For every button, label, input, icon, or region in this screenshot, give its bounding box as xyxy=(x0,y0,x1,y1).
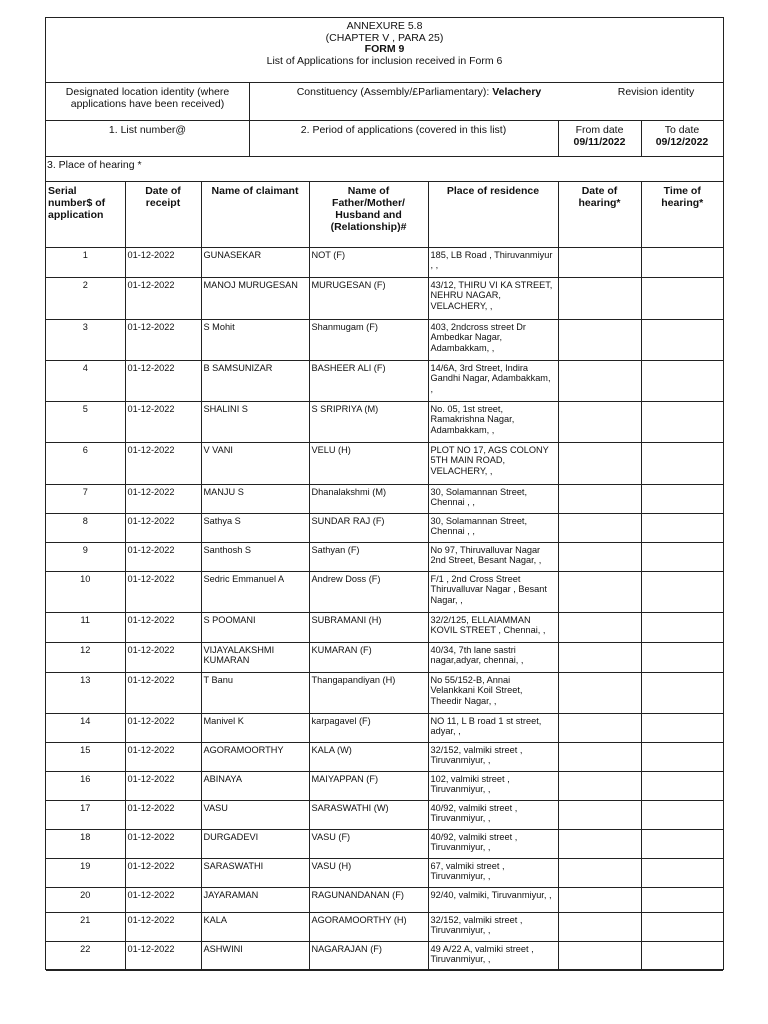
to-date-label: To date xyxy=(664,124,700,136)
title-block xyxy=(46,18,723,83)
form-frame xyxy=(45,17,724,970)
residence-cell: 403, 2ndcross street Dr Ambedkar Nagar, Adambakkam, , xyxy=(428,319,558,360)
col-relation: Name of Father/Mother/ Husband and (Relationship)# xyxy=(309,182,428,247)
serial-cell: 20 xyxy=(46,887,125,912)
claimant-name-cell: VIJAYALAKSHMI KUMARAN xyxy=(201,642,309,672)
table-row xyxy=(46,612,723,642)
date-of-receipt-cell: 01-12-2022 xyxy=(125,277,201,319)
period-label: 2. Period of applications (covered in this list) xyxy=(300,124,507,136)
relation-cell: VASU (H) xyxy=(309,858,428,887)
hearing-time-cell xyxy=(641,642,723,672)
claimant-name-cell: Santhosh S xyxy=(201,542,309,571)
residence-cell: 102, valmiki street , Tiruvanmiyur, , xyxy=(428,771,558,800)
claimant-name-cell: Sathya S xyxy=(201,513,309,542)
hearing-date-cell xyxy=(558,542,641,571)
relation-cell: KALA (W) xyxy=(309,742,428,771)
hearing-time-cell xyxy=(641,858,723,887)
serial-cell: 13 xyxy=(46,672,125,713)
table-row xyxy=(46,247,723,277)
date-of-receipt-cell: 01-12-2022 xyxy=(125,912,201,941)
relation-cell: KUMARAN (F) xyxy=(309,642,428,672)
table-row xyxy=(46,642,723,672)
col-hearing-time: Time of hearing* xyxy=(641,182,723,247)
residence-cell: 40/92, valmiki street , Tiruvanmiyur, , xyxy=(428,800,558,829)
revision-identity-label: Revision identity xyxy=(617,86,695,98)
hearing-date-cell xyxy=(558,401,641,442)
serial-cell: 8 xyxy=(46,513,125,542)
constituency-value: Velachery xyxy=(492,86,542,98)
hearing-date-cell xyxy=(558,513,641,542)
chapter-label: (CHAPTER V , PARA 25) xyxy=(325,31,444,44)
relation-cell: SUBRAMANI (H) xyxy=(309,612,428,642)
hearing-date-cell xyxy=(558,442,641,484)
table-row xyxy=(46,442,723,484)
hearing-date-cell xyxy=(558,713,641,742)
claimant-name-cell: S POOMANI xyxy=(201,612,309,642)
hearing-date-cell xyxy=(558,800,641,829)
claimant-name-cell: AGORAMOORTHY xyxy=(201,742,309,771)
residence-cell: 92/40, valmiki, Tiruvanmiyur, , xyxy=(428,887,558,912)
from-date-cell xyxy=(558,121,641,156)
form-label: FORM 9 xyxy=(364,43,405,55)
table-row xyxy=(46,912,723,941)
period-row xyxy=(46,121,723,157)
residence-cell: 30, Solamannan Street, Chennai , , xyxy=(428,513,558,542)
hearing-time-cell xyxy=(641,247,723,277)
date-of-receipt-cell: 01-12-2022 xyxy=(125,771,201,800)
date-of-receipt-cell: 01-12-2022 xyxy=(125,319,201,360)
relation-cell: karpagavel (F) xyxy=(309,713,428,742)
relation-cell: Andrew Doss (F) xyxy=(309,571,428,612)
residence-cell: No. 05, 1st street, Ramakrishna Nagar, Adambakkam, , xyxy=(428,401,558,442)
table-row xyxy=(46,887,723,912)
place-of-hearing-row xyxy=(46,157,723,182)
relation-cell: S SRIPRIYA (M) xyxy=(309,401,428,442)
date-of-receipt-cell: 01-12-2022 xyxy=(125,713,201,742)
residence-cell: No 97, Thiruvalluvar Nagar 2nd Street, Besant Nagar, , xyxy=(428,542,558,571)
residence-cell: 32/2/125, ELLAIAMMAN KOVIL STREET , Chennai, , xyxy=(428,612,558,642)
hearing-time-cell xyxy=(641,360,723,401)
date-of-receipt-cell: 01-12-2022 xyxy=(125,642,201,672)
table-row xyxy=(46,672,723,713)
table-row xyxy=(46,542,723,571)
serial-cell: 4 xyxy=(46,360,125,401)
date-of-receipt-cell: 01-12-2022 xyxy=(125,800,201,829)
hearing-time-cell xyxy=(641,912,723,941)
table-row xyxy=(46,401,723,442)
hearing-date-cell xyxy=(558,887,641,912)
hearing-time-cell xyxy=(641,672,723,713)
table-row xyxy=(46,277,723,319)
date-of-receipt-cell: 01-12-2022 xyxy=(125,542,201,571)
hearing-time-cell xyxy=(641,887,723,912)
serial-cell: 22 xyxy=(46,941,125,970)
from-date-value: 09/11/2022 xyxy=(573,136,626,148)
hearing-date-cell xyxy=(558,571,641,612)
table-row xyxy=(46,513,723,542)
date-of-receipt-cell: 01-12-2022 xyxy=(125,401,201,442)
date-of-receipt-cell: 01-12-2022 xyxy=(125,672,201,713)
from-date-label: From date xyxy=(575,124,624,136)
serial-cell: 5 xyxy=(46,401,125,442)
residence-cell: 40/34, 7th lane sastri nagar,adyar, chennai, , xyxy=(428,642,558,672)
table-row xyxy=(46,800,723,829)
col-serial: Serial number$ of application xyxy=(46,182,125,247)
hearing-time-cell xyxy=(641,612,723,642)
date-of-receipt-cell: 01-12-2022 xyxy=(125,360,201,401)
serial-cell: 14 xyxy=(46,713,125,742)
hearing-time-cell xyxy=(641,771,723,800)
to-date-cell xyxy=(641,121,723,156)
table-row xyxy=(46,360,723,401)
serial-cell: 7 xyxy=(46,484,125,513)
serial-cell: 19 xyxy=(46,858,125,887)
hearing-date-cell xyxy=(558,941,641,970)
serial-cell: 9 xyxy=(46,542,125,571)
residence-cell: 30, Solamannan Street, Chennai , , xyxy=(428,484,558,513)
hearing-time-cell xyxy=(641,713,723,742)
table-row xyxy=(46,771,723,800)
location-row xyxy=(46,83,723,121)
constituency-label: Constituency (Assembly/£Parliamentary): xyxy=(296,86,493,98)
serial-cell: 15 xyxy=(46,742,125,771)
residence-cell: 43/12, THIRU VI KA STREET, NEHRU NAGAR, VELACHERY, , xyxy=(428,277,558,319)
hearing-date-cell xyxy=(558,642,641,672)
table-row xyxy=(46,941,723,970)
serial-cell: 2 xyxy=(46,277,125,319)
to-date-value: 09/12/2022 xyxy=(655,136,709,148)
date-of-receipt-cell: 01-12-2022 xyxy=(125,941,201,970)
hearing-date-cell xyxy=(558,319,641,360)
claimant-name-cell: SHALINI S xyxy=(201,401,309,442)
residence-cell: 32/152, valmiki street , Tiruvanmiyur, , xyxy=(428,742,558,771)
hearing-date-cell xyxy=(558,484,641,513)
claimant-name-cell: MANOJ MURUGESAN xyxy=(201,277,309,319)
claimant-name-cell: Sedric Emmanuel A xyxy=(201,571,309,612)
claimant-name-cell: VASU xyxy=(201,800,309,829)
hearing-date-cell xyxy=(558,247,641,277)
serial-cell: 18 xyxy=(46,829,125,858)
relation-cell: RAGUNANDANAN (F) xyxy=(309,887,428,912)
relation-cell: MURUGESAN (F) xyxy=(309,277,428,319)
claimant-name-cell: KALA xyxy=(201,912,309,941)
relation-cell: Shanmugam (F) xyxy=(309,319,428,360)
table-row xyxy=(46,713,723,742)
claimant-name-cell: MANJU S xyxy=(201,484,309,513)
constituency-cell xyxy=(249,83,589,120)
relation-cell: SARASWATHI (W) xyxy=(309,800,428,829)
residence-cell: F/1 , 2nd Cross Street Thiruvalluvar Nagar , Besant Nagar, , xyxy=(428,571,558,612)
hearing-date-cell xyxy=(558,742,641,771)
relation-cell: NOT (F) xyxy=(309,247,428,277)
hearing-time-cell xyxy=(641,742,723,771)
relation-cell: NAGARAJAN (F) xyxy=(309,941,428,970)
serial-cell: 6 xyxy=(46,442,125,484)
claimant-name-cell: ASHWINI xyxy=(201,941,309,970)
serial-cell: 3 xyxy=(46,319,125,360)
hearing-time-cell xyxy=(641,401,723,442)
hearing-time-cell xyxy=(641,513,723,542)
claimant-name-cell: S Mohit xyxy=(201,319,309,360)
relation-cell: BASHEER ALI (F) xyxy=(309,360,428,401)
relation-cell: VASU (F) xyxy=(309,829,428,858)
list-number-label: 1. List number@ xyxy=(108,124,187,136)
claimant-name-cell: DURGADEVI xyxy=(201,829,309,858)
claimant-name-cell: Manivel K xyxy=(201,713,309,742)
serial-cell: 1 xyxy=(46,247,125,277)
applications-table xyxy=(46,182,723,971)
table-header-row xyxy=(46,182,723,247)
relation-cell: AGORAMOORTHY (H) xyxy=(309,912,428,941)
hearing-date-cell xyxy=(558,829,641,858)
residence-cell: 67, valmiki street , Tiruvanmiyur, , xyxy=(428,858,558,887)
residence-cell: NO 11, L B road 1 st street, adyar, , xyxy=(428,713,558,742)
table-row xyxy=(46,319,723,360)
table-row xyxy=(46,742,723,771)
col-date-receipt: Date of receipt xyxy=(125,182,201,247)
place-of-hearing-label: 3. Place of hearing * xyxy=(47,159,142,171)
relation-cell: Dhanalakshmi (M) xyxy=(309,484,428,513)
table-row xyxy=(46,858,723,887)
residence-cell: 14/6A, 3rd Street, Indira Gandhi Nagar, Adambakkam, , xyxy=(428,360,558,401)
date-of-receipt-cell: 01-12-2022 xyxy=(125,829,201,858)
hearing-date-cell xyxy=(558,672,641,713)
residence-cell: 40/92, valmiki street , Tiruvanmiyur, , xyxy=(428,829,558,858)
table-row xyxy=(46,484,723,513)
hearing-time-cell xyxy=(641,319,723,360)
designated-location-label: Designated location identity (where applications have been received) xyxy=(65,86,230,110)
serial-cell: 21 xyxy=(46,912,125,941)
hearing-time-cell xyxy=(641,571,723,612)
residence-cell: 185, LB Road , Thiruvanmiyur , , xyxy=(428,247,558,277)
serial-cell: 10 xyxy=(46,571,125,612)
claimant-name-cell: B SAMSUNIZAR xyxy=(201,360,309,401)
date-of-receipt-cell: 01-12-2022 xyxy=(125,247,201,277)
hearing-date-cell xyxy=(558,277,641,319)
form-subtitle: List of Applications for inclusion received in Form 6 xyxy=(266,54,503,67)
claimant-name-cell: GUNASEKAR xyxy=(201,247,309,277)
date-of-receipt-cell: 01-12-2022 xyxy=(125,612,201,642)
relation-cell: SUNDAR RAJ (F) xyxy=(309,513,428,542)
col-residence: Place of residence xyxy=(428,182,558,247)
residence-cell: No 55/152-B, Annai Velankkani Koil Street, Theedir Nagar, , xyxy=(428,672,558,713)
residence-cell: 49 A/22 A, valmiki street , Tiruvanmiyur, , xyxy=(428,941,558,970)
relation-cell: Thangapandiyan (H) xyxy=(309,672,428,713)
relation-cell: Sathyan (F) xyxy=(309,542,428,571)
claimant-name-cell: V VANI xyxy=(201,442,309,484)
col-claimant: Name of claimant xyxy=(201,182,309,247)
hearing-date-cell xyxy=(558,612,641,642)
hearing-time-cell xyxy=(641,484,723,513)
claimant-name-cell: ABINAYA xyxy=(201,771,309,800)
table-row xyxy=(46,571,723,612)
hearing-date-cell xyxy=(558,771,641,800)
hearing-time-cell xyxy=(641,800,723,829)
date-of-receipt-cell: 01-12-2022 xyxy=(125,484,201,513)
date-of-receipt-cell: 01-12-2022 xyxy=(125,742,201,771)
hearing-time-cell xyxy=(641,941,723,970)
serial-cell: 12 xyxy=(46,642,125,672)
claimant-name-cell: JAYARAMAN xyxy=(201,887,309,912)
col-hearing-date: Date of hearing* xyxy=(558,182,641,247)
serial-cell: 16 xyxy=(46,771,125,800)
date-of-receipt-cell: 01-12-2022 xyxy=(125,513,201,542)
table-row xyxy=(46,829,723,858)
date-of-receipt-cell: 01-12-2022 xyxy=(125,442,201,484)
claimant-name-cell: T Banu xyxy=(201,672,309,713)
date-of-receipt-cell: 01-12-2022 xyxy=(125,887,201,912)
hearing-time-cell xyxy=(641,277,723,319)
hearing-time-cell xyxy=(641,542,723,571)
residence-cell: PLOT NO 17, AGS COLONY 5TH MAIN ROAD, VELACHERY, , xyxy=(428,442,558,484)
date-of-receipt-cell: 01-12-2022 xyxy=(125,571,201,612)
date-of-receipt-cell: 01-12-2022 xyxy=(125,858,201,887)
relation-cell: MAIYAPPAN (F) xyxy=(309,771,428,800)
hearing-time-cell xyxy=(641,829,723,858)
hearing-date-cell xyxy=(558,858,641,887)
annexure-label: ANNEXURE 5.8 xyxy=(346,20,423,32)
claimant-name-cell: SARASWATHI xyxy=(201,858,309,887)
hearing-date-cell xyxy=(558,912,641,941)
relation-cell: VELU (H) xyxy=(309,442,428,484)
serial-cell: 17 xyxy=(46,800,125,829)
hearing-time-cell xyxy=(641,442,723,484)
hearing-date-cell xyxy=(558,360,641,401)
serial-cell: 11 xyxy=(46,612,125,642)
residence-cell: 32/152, valmiki street , Tiruvanmiyur, , xyxy=(428,912,558,941)
